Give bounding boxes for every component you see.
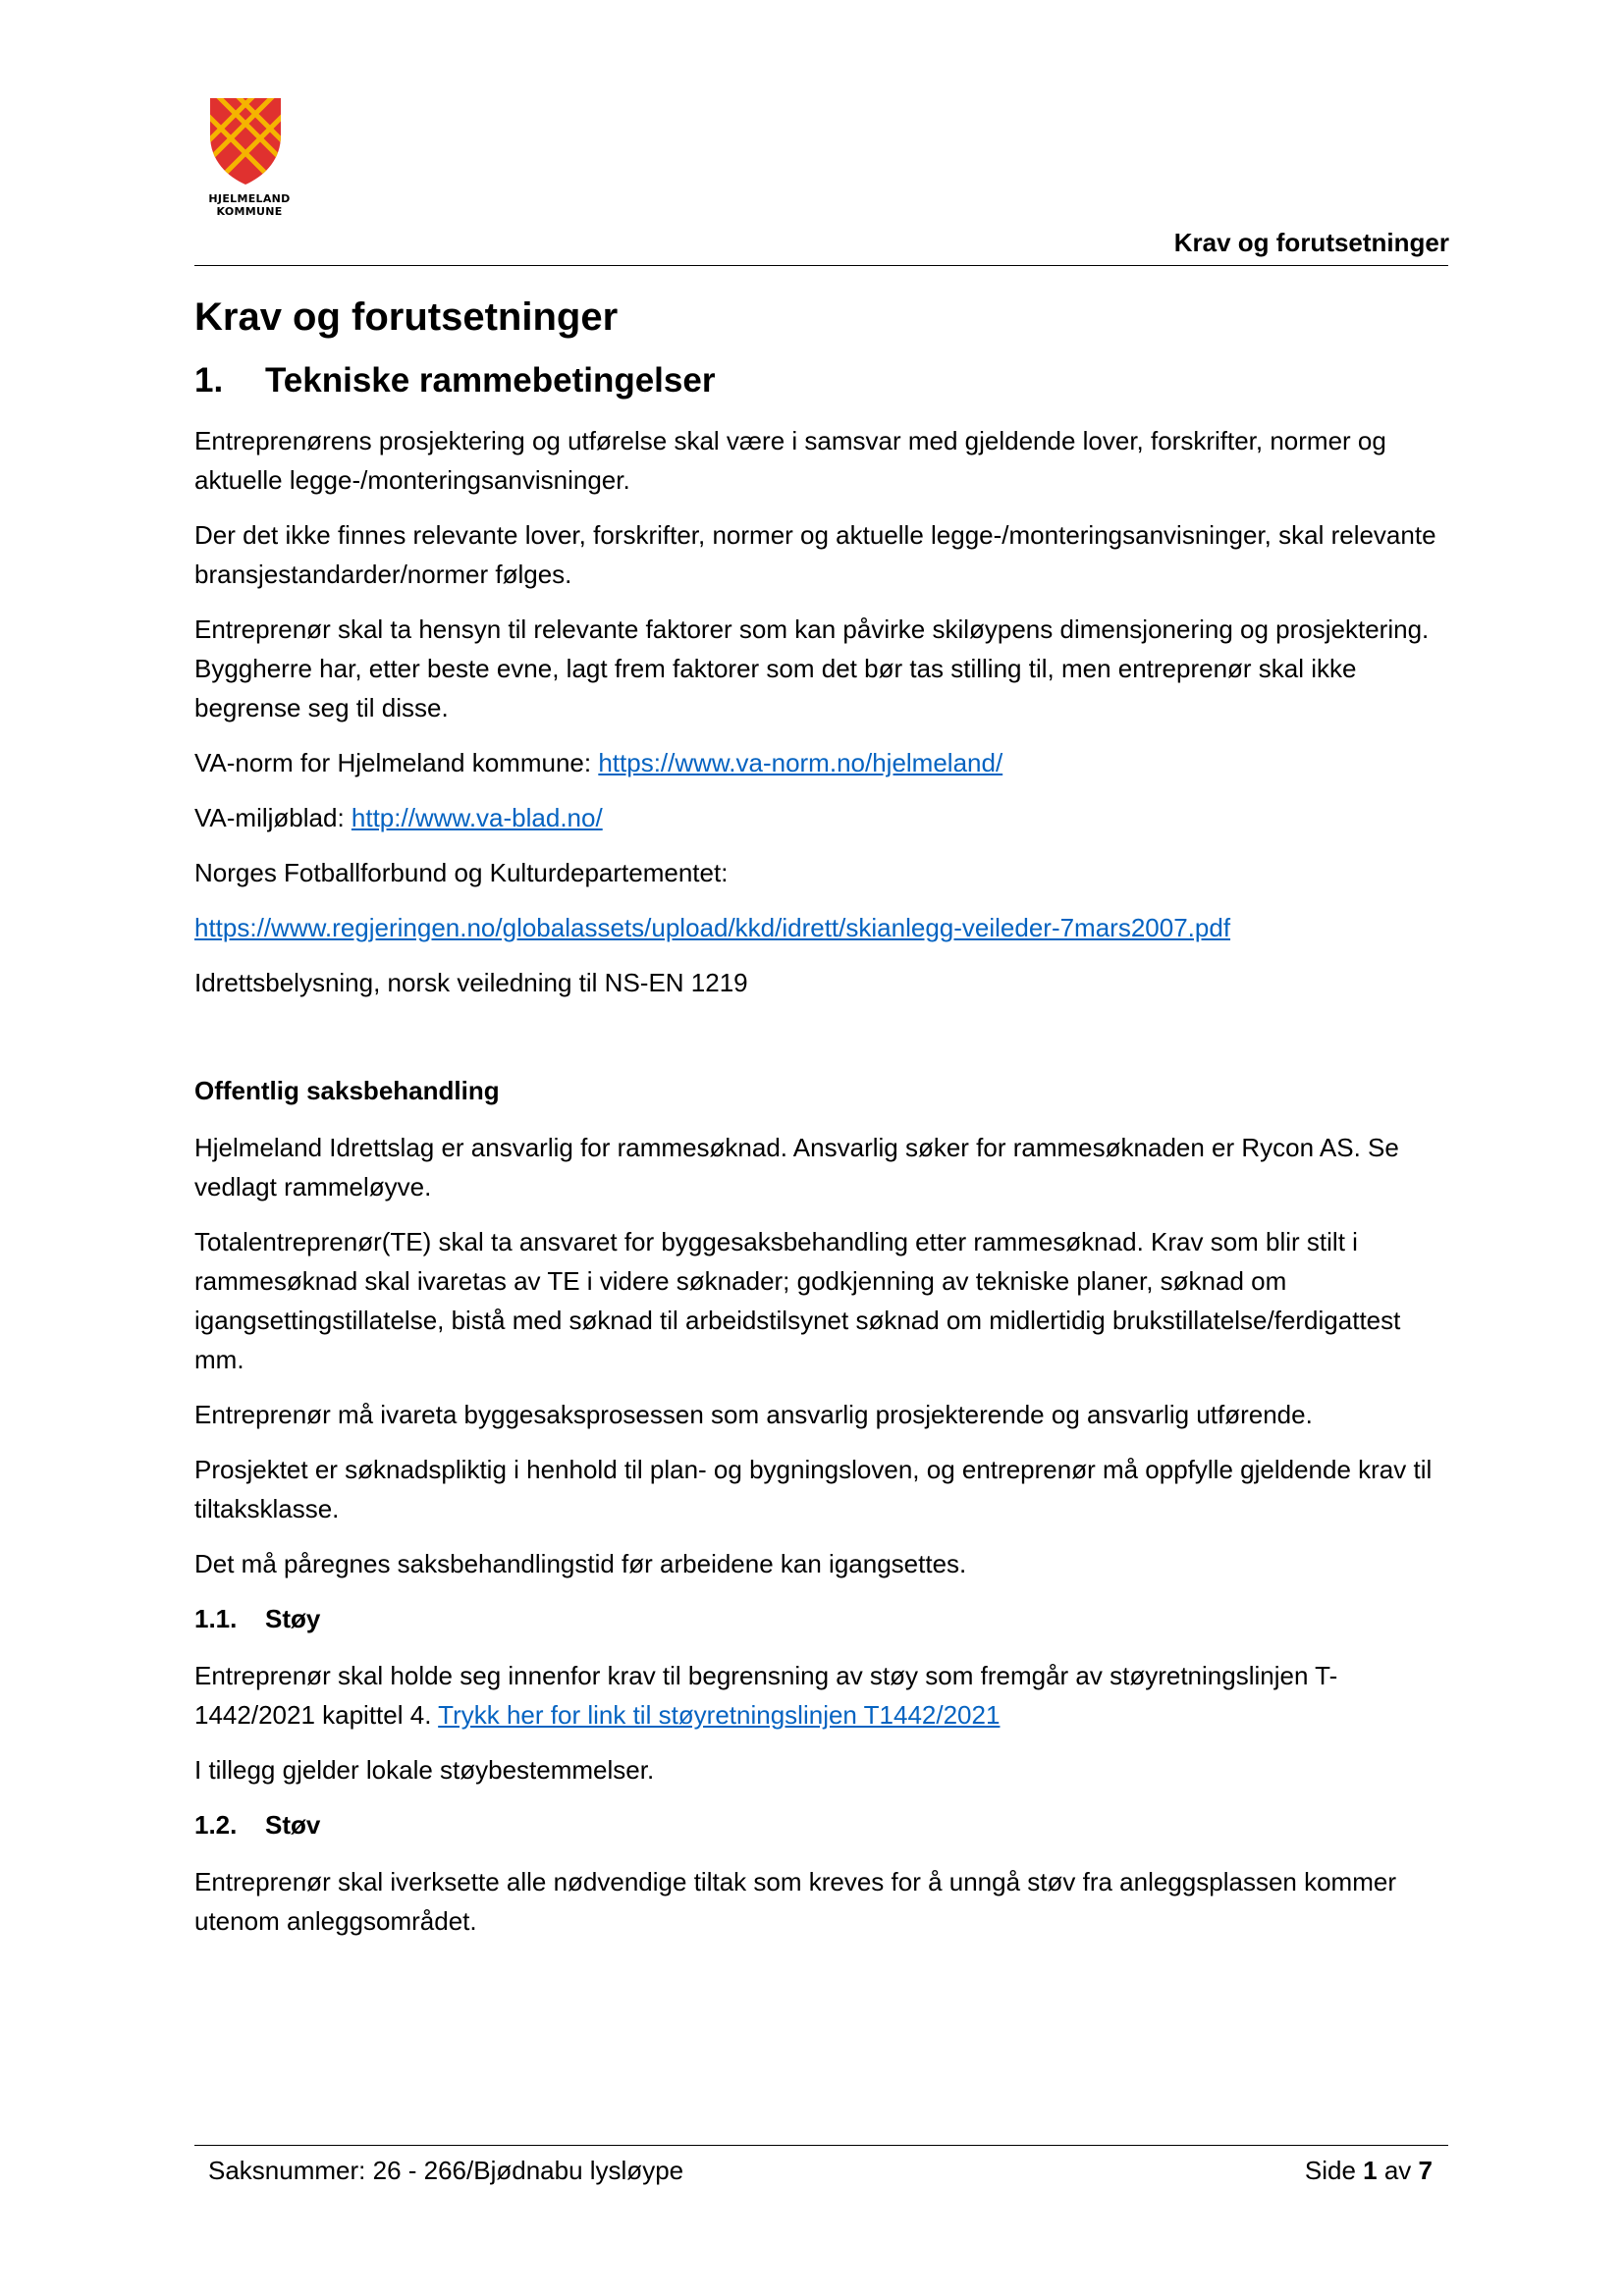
va-norm-label: VA-norm for Hjelmeland kommune:	[194, 748, 599, 777]
va-blad-line	[194, 798, 1451, 837]
municipality-logo	[196, 96, 304, 218]
stoy-paragraph-1	[194, 1656, 1451, 1735]
stoy-heading	[194, 1599, 1451, 1638]
running-header-title: Krav og forutsetninger	[1173, 228, 1449, 257]
footer-total-pages: 7	[1418, 2156, 1433, 2185]
stoy-link[interactable]: Trykk her for link til støyretningslinjen T1442/2021	[438, 1700, 1001, 1730]
section-1-paragraph-2: Der det ikke finnes relevante lover, forskrifter, normer og aktuelle legge-/monteringsanvisninger, skal relevante bransjestandarder/normer følges.	[194, 520, 1436, 589]
stov-title: Støv	[265, 1810, 321, 1840]
lighting-line: Idrettsbelysning, norsk veiledning til NS-EN 1219	[194, 968, 748, 997]
stov-paragraph-1: Entreprenør skal iverksette alle nødvendige tiltak som kreves for å unngå støv fra anleggsplassen kommer utenom anleggsområdet.	[194, 1867, 1396, 1936]
section-1-heading	[194, 358, 1451, 403]
nff-label: Norges Fotballforbund og Kulturdepartementet:	[194, 858, 729, 887]
va-norm-link[interactable]: https://www.va-norm.no/hjelmeland/	[598, 748, 1003, 777]
logo-line-1: HJELMELAND	[208, 192, 291, 205]
offentlig-paragraph-3: Entreprenør må ivareta byggesaksprosessen som ansvarlig prosjekterende og ansvarlig utførende.	[194, 1400, 1313, 1429]
offentlig-paragraph-1: Hjelmeland Idrettslag er ansvarlig for rammesøknad. Ansvarlig søker for rammesøknaden er Rycon AS. Se vedlagt rammeløyve.	[194, 1133, 1399, 1201]
footer-page-prefix: Side	[1304, 2156, 1364, 2185]
section-1-title: Tekniske rammebetingelser	[265, 361, 716, 400]
stov-number: 1.2.	[194, 1810, 238, 1840]
page-title: Krav og forutsetninger	[194, 295, 619, 339]
document-body	[194, 280, 1451, 1956]
stoy-title: Støy	[265, 1604, 321, 1633]
footer-case-number: Saksnummer: 26 - 266/Bjødnabu lysløype	[208, 2156, 684, 2185]
stoy-number: 1.1.	[194, 1604, 238, 1633]
offentlig-paragraph-2: Totalentreprenør(TE) skal ta ansvaret for byggesaksbehandling etter rammesøknad. Krav som blir stilt i rammesøknad skal ivaretas av TE i videre søknader; godkjenning av tekniske planer, søknad om igangsettingstillatelse, bistå med søknad til arbeidstilsynet søknad om midlertidig brukstillatelse/ferdigattest mm.	[194, 1227, 1401, 1374]
footer-page-mid: av	[1377, 2156, 1419, 2185]
footer-current-page: 1	[1363, 2156, 1378, 2185]
header-divider	[194, 265, 1448, 266]
stoy-text: Entreprenør skal holde seg innenfor krav til begrensning av støy som fremgår av støyretningslinjen T-1442/2021 kapittel 4.	[194, 1661, 1338, 1730]
offentlig-paragraph-4: Prosjektet er søknadspliktig i henhold til plan- og bygningsloven, og entreprenør må oppfylle gjeldende krav til tiltaksklasse.	[194, 1455, 1433, 1523]
offentlig-paragraph-5: Det må påregnes saksbehandlingstid før arbeidene kan igangsettes.	[194, 1549, 967, 1578]
logo-line-2: KOMMUNE	[216, 205, 283, 218]
footer-divider	[194, 2145, 1448, 2146]
va-norm-line	[194, 743, 1451, 782]
regjeringen-link[interactable]: https://www.regjeringen.no/globalassets/upload/kkd/idrett/skianlegg-veileder-7mars2007.pdf	[194, 913, 1231, 942]
va-blad-link[interactable]: http://www.va-blad.no/	[351, 803, 603, 832]
section-1-paragraph-1: Entreprenørens prosjektering og utførelse skal være i samsvar med gjeldende lover, forskrifter, normer og aktuelle legge-/monteringsanvisninger.	[194, 426, 1386, 495]
va-blad-label: VA-miljøblad:	[194, 803, 352, 832]
stoy-paragraph-2: I tillegg gjelder lokale støybestemmelser.	[194, 1755, 655, 1785]
coat-of-arms-icon	[208, 96, 283, 187]
stov-heading	[194, 1805, 1451, 1844]
section-1-number: 1.	[194, 361, 224, 400]
footer-page-number	[1305, 2156, 1433, 2186]
offentlig-heading: Offentlig saksbehandling	[194, 1076, 500, 1105]
section-1-paragraph-3: Entreprenør skal ta hensyn til relevante faktorer som kan påvirke skiløypens dimensjonering og prosjektering. Byggherre har, etter beste evne, lagt frem faktorer som det bør tas stilling til, men entreprenør skal ikke begrense seg til disse.	[194, 614, 1430, 722]
